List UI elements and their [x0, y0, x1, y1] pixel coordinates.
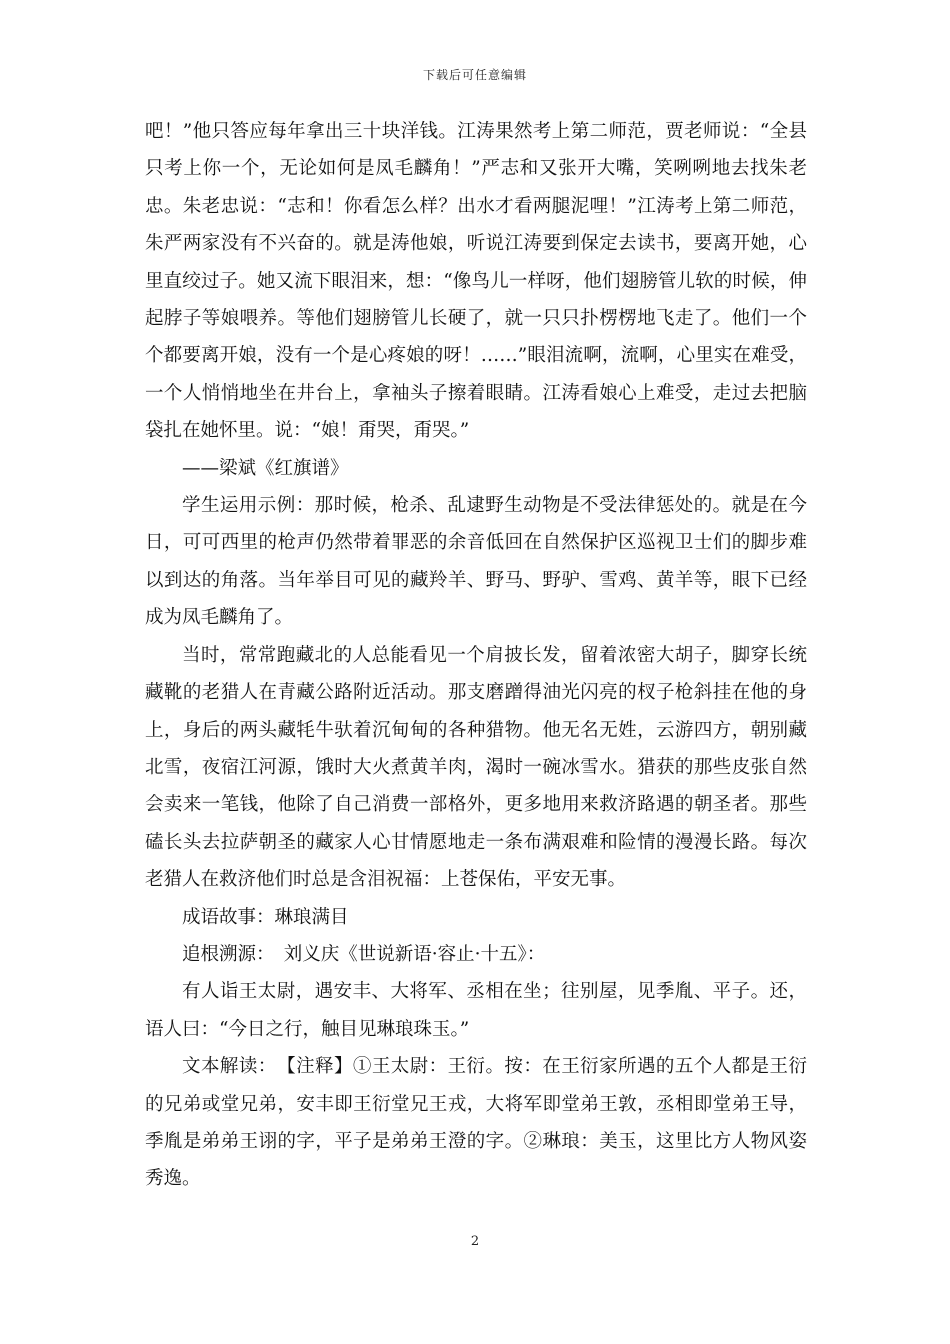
paragraph-hunter-story: 当时，常常跑藏北的人总能看见一个肩披长发，留着浓密大胡子，脚穿长统藏靴的老猎人在青藏公路附近活动。那支磨蹭得油光闪亮的杈子枪斜挂在他的身上，身后的两头藏牦牛驮着沉甸甸的各种猎物。他无名无姓，云游四方，朝别藏北雪，夜宿江河源，饿时大火煮黄羊肉，渴时一碗冰雪水。猎获的那些皮张自然会卖来一笔钱，他除了自己消费一部格外，更多地用来救济路遇的朝圣者。那些磕长头去拉萨朝圣的藏家人心甘情愿地走一条布满艰难和险情的漫漫长路。每次老猎人在救济他们时总是含泪祝福：上苍保佑，平安无事。	[145, 644, 807, 891]
page-header: 下载后可任意编辑	[422, 68, 527, 82]
paragraph-origin: 追根溯源： 刘义庆《世说新语·容止·十五》：	[182, 943, 546, 965]
paragraph-student-example: 学生运用示例：那时候，枪杀、乱逮野生动物是不受法律惩处的。就是在今日，可可西里的枪声仍然带着罪恶的余音低回在自然保护区巡视卫士们的脚步难以到达的角落。当年举目可见的藏羚羊、野马、野驴、雪鸡、黄羊等，眼下已经成为凤毛麟角了。	[145, 495, 807, 629]
document-body	[145, 113, 807, 1198]
paragraph-idiom-title: 成语故事：琳琅满目	[182, 906, 349, 928]
paragraph-text-interpretation: 文本解读： 【注释】①王太尉：王衍。按：在王衍家所遇的五个人都是王衍的兄弟或堂兄弟，安丰即王衍堂兄王戎，大将军即堂弟王敦，丞相即堂弟王导，季胤是弟弟王诩的字，平子是弟弟王澄的字。②琳琅：美玉，这里比方人物风姿秀逸。	[145, 1056, 807, 1190]
page-number: 2	[470, 1234, 480, 1249]
paragraph-source-attribution: ——梁斌《红旗谱》	[182, 457, 349, 479]
paragraph-classical-text: 有人诣王太尉，遇安丰、大将军、丞相在坐；往别屋，见季胤、平子。还，语人曰：“今日之行，触目见琳琅珠玉。”	[145, 981, 807, 1040]
paragraph-story-excerpt: 吧！”他只答应每年拿出三十块洋钱。江涛果然考上第二师范，贾老师说：“全县只考上你一个，无论如何是凤毛麟角！”严志和又张开大嘴，笑咧咧地去找朱老忠。朱老忠说：“志和！你看怎么样？出水才看两腿泥哩！”江涛考上第二师范，朱严两家没有不兴奋的。就是涛他娘，听说江涛要到保定去读书，要离开她，心里直绞过子。她又流下眼泪来，想：“像鸟儿一样呀，他们翅膀管儿软的时候，伸起脖子等娘喂养。等他们翅膀管儿长硬了，就一只只扑楞楞地飞走了。他们一个个都要离开娘，没有一个是心疼娘的呀！……”眼泪流啊，流啊，心里实在难受，一个人悄悄地坐在井台上，拿袖头子擦着眼睛。江涛看娘心上难受，走过去把脑袋扎在她怀里。说：“娘！甭哭，甭哭。”	[145, 121, 807, 442]
